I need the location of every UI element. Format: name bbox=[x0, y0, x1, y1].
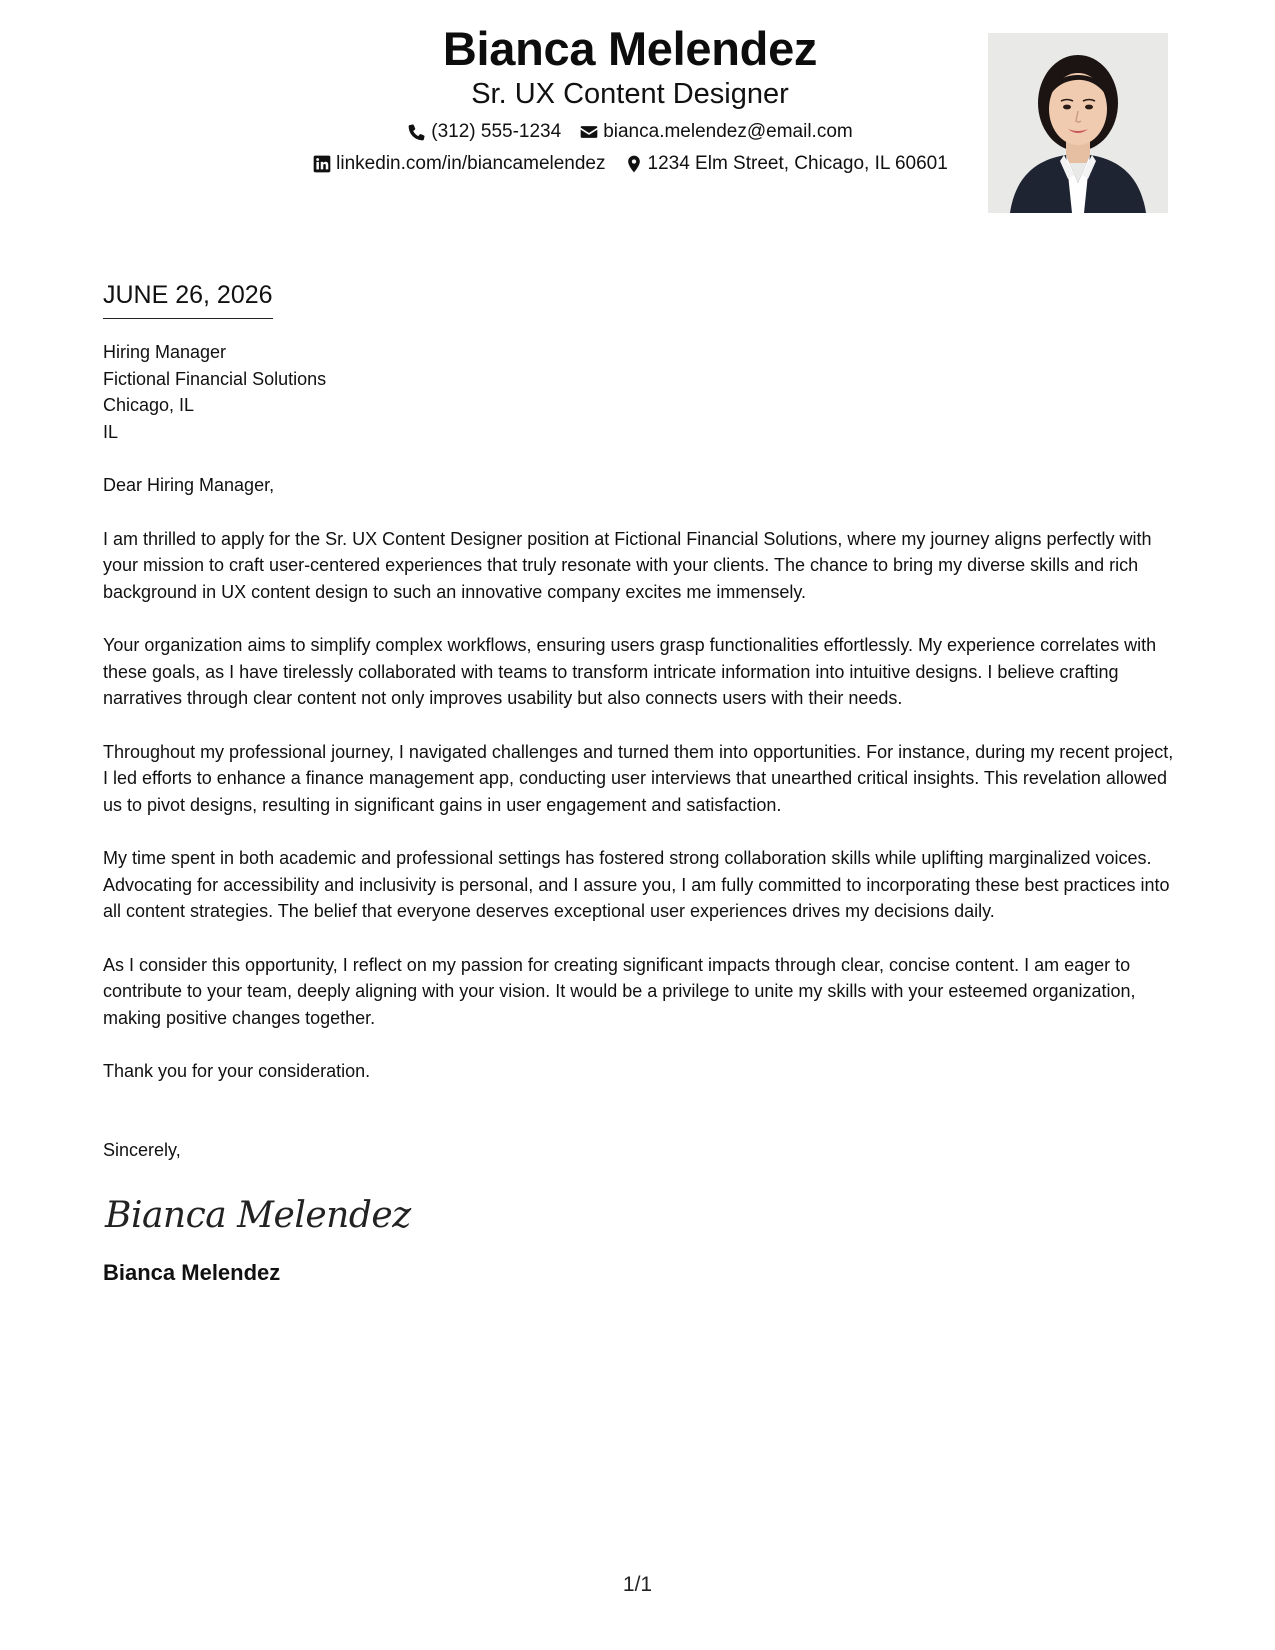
email-text: bianca.melendez@email.com bbox=[603, 121, 853, 142]
body-paragraph: My time spent in both academic and professional settings has fostered strong collaboration skills while uplifting marginalized voices. Advocating for accessibility and inclusivity is personal, and I assure you, I am fully committed to incorporating these best practices into all content strategies. The belief that everyone deserves exceptional user experiences drives my decisions daily. bbox=[103, 848, 1170, 921]
recipient-block bbox=[103, 339, 1178, 445]
profile-photo bbox=[988, 33, 1168, 213]
signature-text: Bianca Melendez bbox=[105, 1195, 411, 1236]
letter-header bbox=[0, 20, 1275, 220]
contact-linkedin bbox=[312, 152, 605, 176]
contact-row-secondary bbox=[230, 152, 1030, 176]
contact-email bbox=[579, 120, 853, 144]
linkedin-text: linkedin.com/in/biancamelendez bbox=[336, 153, 606, 174]
contact-address bbox=[624, 152, 948, 176]
header-info bbox=[230, 20, 1030, 176]
signoff: Sincerely, bbox=[103, 1139, 181, 1160]
letter-date: JUNE 26, 2026 bbox=[103, 280, 273, 319]
contact-phone bbox=[407, 120, 561, 144]
address-text: 1234 Elm Street, Chicago, IL 60601 bbox=[647, 153, 948, 174]
applicant-title: Sr. UX Content Designer bbox=[471, 78, 789, 110]
body-paragraph: Your organization aims to simplify complex workflows, ensuring users grasp functionalities effortlessly. My experience correlates with these goals, as I have tirelessly collaborated with teams to transform intricate information into intuitive designs. I believe crafting narratives through clear content not only improves usability but also connects users with their needs. bbox=[103, 635, 1157, 708]
body-paragraph: I am thrilled to apply for the Sr. UX Content Designer position at Fictional Financial Solutions, where my journey aligns perfectly with your mission to craft user-centered experiences that truly resonate with your clients. The chance to bring my diverse skills and rich background in UX content design to such an innovative company excites me immensely. bbox=[103, 528, 1152, 602]
recipient-line: Hiring Manager bbox=[103, 342, 227, 362]
contact-row-primary bbox=[230, 120, 1030, 144]
phone-icon bbox=[407, 122, 427, 142]
phone-text: (312) 555-1234 bbox=[431, 121, 562, 142]
recipient-line: Fictional Financial Solutions bbox=[103, 368, 327, 389]
linkedin-icon bbox=[312, 154, 332, 174]
letter-body bbox=[103, 280, 1178, 1287]
page-indicator: 1/1 bbox=[622, 1573, 653, 1596]
body-paragraph: As I consider this opportunity, I reflect on my passion for creating significant impacts through clear, concise content. I am eager to contribute to your team, deeply aligning with your vision. It would be a privilege to unite my skills with your esteemed organization, making positive changes together. bbox=[103, 954, 1136, 1028]
signer-name: Bianca Melendez bbox=[103, 1260, 281, 1285]
recipient-line: Chicago, IL bbox=[103, 395, 195, 415]
envelope-icon bbox=[579, 122, 599, 142]
recipient-line: IL bbox=[103, 421, 119, 442]
applicant-name: Bianca Melendez bbox=[442, 22, 818, 75]
closing-thanks: Thank you for your consideration. bbox=[103, 1061, 371, 1081]
body-paragraph: Throughout my professional journey, I navigated challenges and turned them into opportunities. For instance, during my recent project, I led efforts to enhance a finance management app, conducting user interviews that unearthed critical insights. This revelation allowed us to pivot designs, resulting in significant gains in user engagement and satisfaction. bbox=[103, 741, 1174, 815]
salutation: Dear Hiring Manager, bbox=[103, 475, 275, 495]
map-pin-icon bbox=[624, 154, 644, 174]
handwritten-signature bbox=[103, 1185, 411, 1245]
